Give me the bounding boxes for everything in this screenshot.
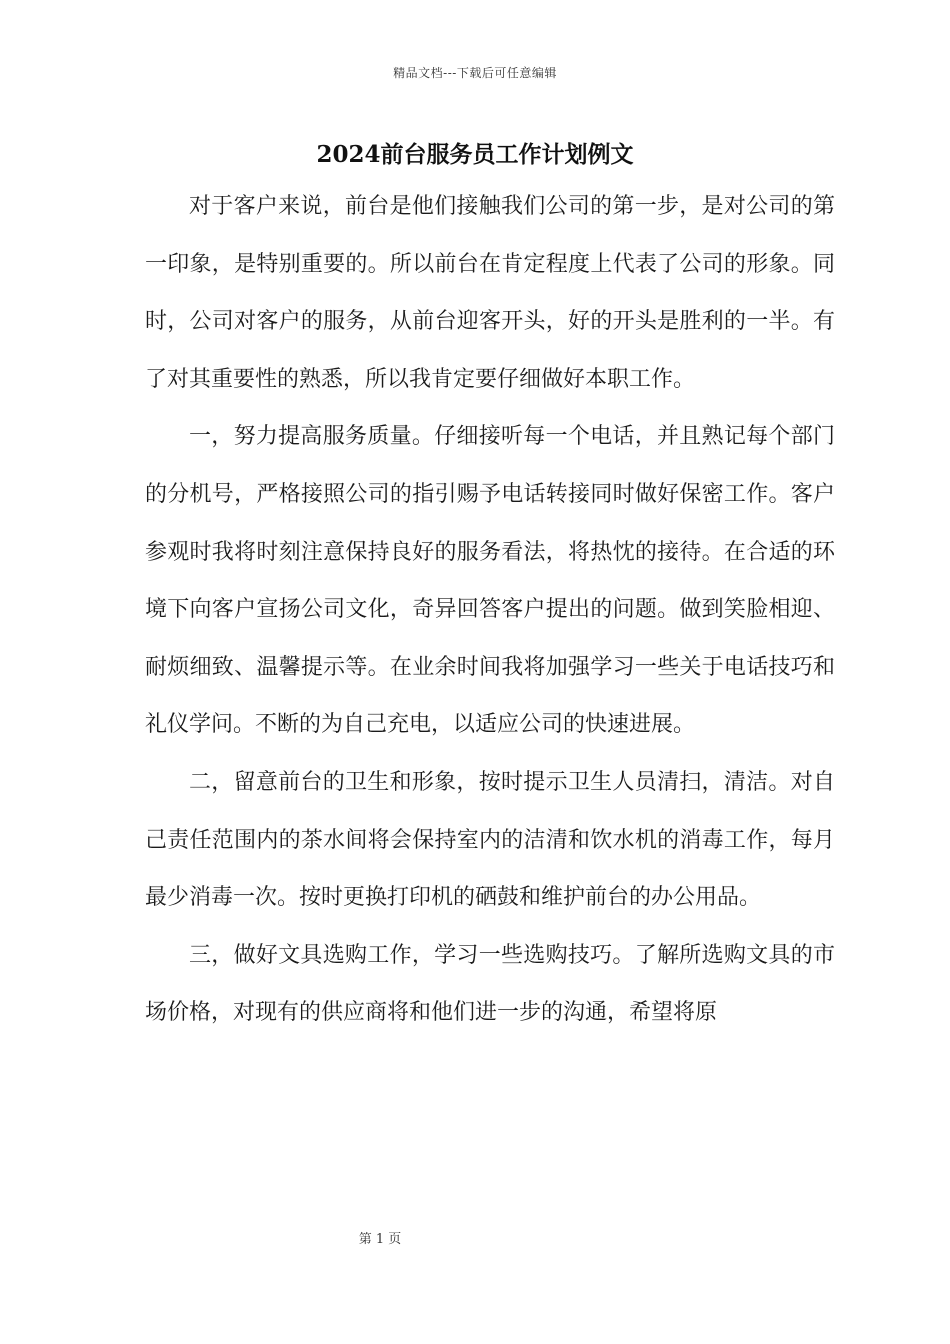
document-title: 2024前台服务员工作计划例文 bbox=[316, 141, 634, 168]
page-header: 精品文档---下载后可任意编辑 bbox=[393, 66, 557, 80]
paragraph-item-one: 一，努力提高服务质量。仔细接听每一个电话，并且熟记每个部门的分机号，严格接照公司的指引赐予电话转接同时做好保密工作。客户参观时我将时刻注意保持良好的服务看法，将热忱的接待。在合适的环境下向客户宣扬公司文化，奇异回答客户提出的问题。做到笑脸相迎、耐烦细致、温馨提示等。在业余时间我将加强学习一些关于电话技巧和礼仪学问。不断的为自己充电，以适应公司的快速进展。 bbox=[145, 424, 835, 738]
document-body bbox=[145, 178, 835, 1042]
page-number: 第 1 页 bbox=[358, 1232, 402, 1247]
paragraph-item-two: 二，留意前台的卫生和形象，按时提示卫生人员清扫，清洁。对自己责任范围内的茶水间将会保持室内的洁清和饮水机的消毒工作，每月最少消毒一次。按时更换打印机的硒鼓和维护前台的办公用品。 bbox=[145, 769, 835, 911]
paragraph-item-three: 三，做好文具选购工作，学习一些选购技巧。了解所选购文具的市场价格，对现有的供应商将和他们进一步的沟通，希望将原 bbox=[145, 942, 835, 1026]
paragraph-intro: 对于客户来说，前台是他们接触我们公司的第一步，是对公司的第一印象，是特别重要的。所以前台在肯定程度上代表了公司的形象。同时，公司对客户的服务，从前台迎客开头，好的开头是胜利的一半。有了对其重要性的熟悉，所以我肯定要仔细做好本职工作。 bbox=[145, 194, 835, 392]
